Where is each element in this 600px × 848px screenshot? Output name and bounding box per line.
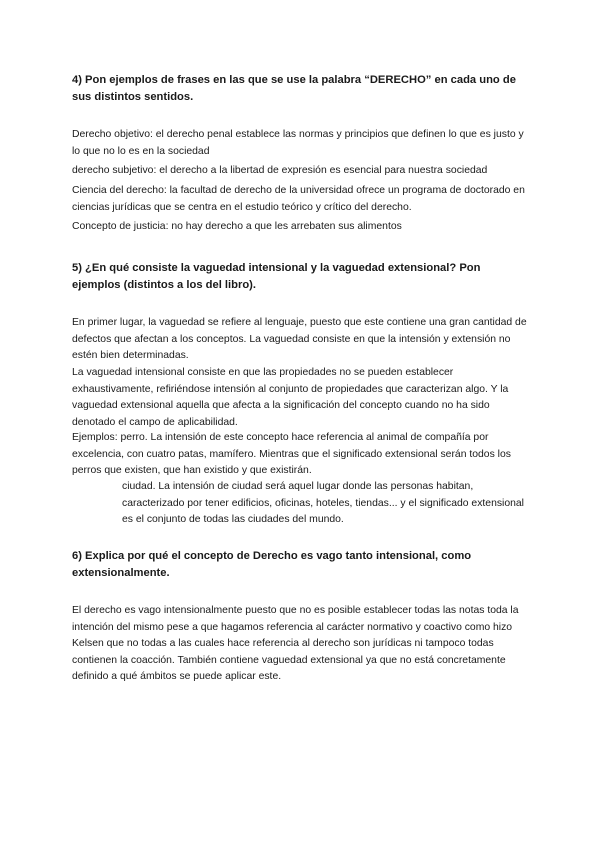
- question-5-heading: 5) ¿En qué consiste la vaguedad intensional y la vaguedad extensional? Pon ejemplos (distintos a los del libro).: [72, 262, 481, 291]
- section-4-paragraph-subjective-law: derecho subjetivo: el derecho a la libertad de expresión es esencial para nuestra sociedad: [72, 165, 488, 176]
- question-6-heading: 6) Explica por qué el concepto de Derecho es vago tanto intensional, como extensionalmente.: [72, 550, 472, 579]
- section-6-paragraph-answer: El derecho es vago intensionalmente puesto que no es posible establecer todas las notas toda la intención del mismo pese a que hagamos referencia al carácter normativo y coactivo como hizo Kelsen que no todas a las cuales hace referencia al derecho son jurídicas ni tampoco todas contienen la coacción. También contiene vaguedad extensional ya que no está concretamente definido a qué ámbitos se puede aplicar este.: [72, 605, 519, 682]
- section-5-paragraph-example-dog: Ejemplos: perro. La intensión de este concepto hace referencia al animal de compañía por excelencia, con cuatro patas, mamífero. Mientras que el significado extensional serán todos los perros que existen, que han existido y que existirán.: [72, 432, 511, 476]
- section-5-paragraph-intro: En primer lugar, la vaguedad se refiere al lenguaje, puesto que este contiene una gran cantidad de defectos que afectan a los conceptos. La vaguedad consiste en que la intensión y extensión no estén bien determinadas.: [72, 317, 527, 361]
- section-4-paragraph-objective-law: Derecho objetivo: el derecho penal establece las normas y principios que definen lo que es justo y lo que no lo es en la sociedad: [72, 129, 524, 157]
- section-4-paragraph-legal-science: Ciencia del derecho: la facultad de derecho de la universidad ofrece un programa de doctorado en ciencias jurídicas que se centra en el estudio teórico y crítico del derecho.: [72, 185, 525, 213]
- section-4-paragraph-justice: Concepto de justicia: no hay derecho a que les arrebaten sus alimentos: [72, 221, 402, 232]
- section-5-paragraph-definitions: La vaguedad intensional consiste en que las propiedades no se pueden establecer exhaustivamente, refiriéndose intensión al conjunto de propiedades que caracterizan algo. Y la vaguedad extensional aquella que afecta a la significación del concepto cuando no ha sido denotado el campo de aplicabilidad.: [72, 367, 509, 428]
- question-4-heading: 4) Pon ejemplos de frases en las que se use la palabra “DERECHO” en cada uno de sus distintos sentidos.: [72, 74, 516, 103]
- section-5-paragraph-example-city: ciudad. La intensión de ciudad será aquel lugar donde las personas habitan, caracterizado por tener edificios, oficinas, hoteles, tiendas... y el significado extensional es el conjunto de todas las ciudades del mundo.: [122, 481, 524, 525]
